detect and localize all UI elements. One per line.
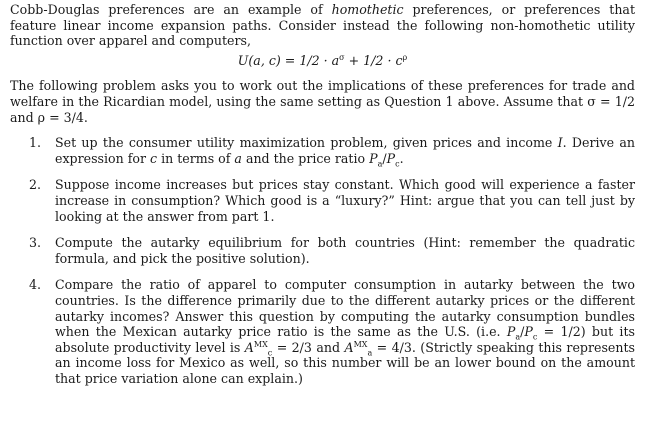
question-text: = 2/3 and	[272, 339, 345, 355]
formula-exponent-rho: ρ	[402, 52, 408, 62]
setup-paragraph: The following problem asks you to work out the implications of these preferences for trade and welfare in the Ricardian model, using the same setting as Question 1 above. Assume that σ = 1/2 and ρ = 3/4.	[10, 78, 635, 125]
question-number: 3.	[29, 235, 42, 251]
formula-exponent-sigma: σ	[339, 52, 345, 62]
productivity-superscript: MX	[253, 339, 268, 349]
ratio-slash: /	[382, 150, 387, 166]
price-subscript: c	[395, 159, 400, 169]
question-text: Compare the ratio of apparel to computer consumption in autarky between the two countries. Is the difference primarily due to the different autarky prices or the different autarky incomes? Answer this question by computing the autarky consumption bundles when the Mexican autarky price ratio is the same as the U.S. (i.e.	[55, 277, 635, 340]
intro-text-continued: preferences, or preferences that feature linear income expansion paths. Consider instead the following non-homothetic utility function over apparel and computers,	[10, 2, 636, 49]
question-number: 4.	[29, 277, 42, 293]
price-symbol: P	[506, 324, 516, 340]
productivity-subscript: a	[367, 348, 373, 358]
question-text: .	[399, 150, 404, 166]
question-text: Compute the autarky equilibrium for both countries (Hint: remember the quadratic formula, and pick the positive solution).	[55, 235, 635, 266]
question-text: in terms of	[157, 150, 235, 166]
question-text: = 4/3. (Strictly speaking this represents an income loss for Mexico as well, so this number will be an lower bound on the amount that price variation alone can explain.)	[55, 339, 635, 386]
formula-mid: + 1/2 · c	[344, 52, 403, 68]
question-item	[29, 235, 635, 266]
price-subscript: a	[515, 332, 521, 342]
question-item	[29, 177, 635, 224]
productivity-subscript: c	[267, 348, 273, 358]
question-text: . Derive an expression for	[55, 135, 635, 166]
intro-text: Cobb-Douglas preferences are an example of	[10, 2, 332, 17]
price-subscript: c	[532, 332, 538, 342]
price-symbol: P	[386, 150, 396, 166]
question-list	[10, 135, 635, 386]
question-item	[29, 277, 635, 386]
variable-a: a	[234, 150, 242, 166]
question-number: 2.	[29, 177, 42, 193]
formula-lhs: U(a, c) = 1/2 · a	[237, 52, 340, 68]
income-variable: I	[557, 135, 563, 151]
question-text: and the price ratio	[241, 150, 370, 166]
intro-paragraph	[10, 2, 635, 49]
ratio-slash: /	[520, 324, 525, 340]
price-symbol: P	[369, 150, 378, 166]
price-subscript: a	[377, 159, 383, 169]
question-text: Set up the consumer utility maximization problem, given prices and income	[55, 135, 558, 151]
homothetic-emphasis: homothetic	[331, 2, 404, 17]
productivity-symbol: A	[344, 339, 354, 355]
productivity-superscript: MX	[353, 339, 368, 349]
question-number: 1.	[29, 135, 42, 151]
question-text: Suppose income increases but prices stay constant. Which good will experience a faster increase in consumption? Which good is a “luxury?” Hint: argue that you can tell just by looking at the answer from part 1.	[55, 177, 635, 224]
question-item	[29, 135, 635, 169]
question-text: = 1/2) but its absolute productivity level is	[55, 324, 635, 355]
price-symbol: P	[524, 324, 533, 340]
productivity-symbol: A	[244, 339, 254, 355]
variable-c: c	[150, 150, 158, 166]
utility-formula	[10, 53, 635, 69]
